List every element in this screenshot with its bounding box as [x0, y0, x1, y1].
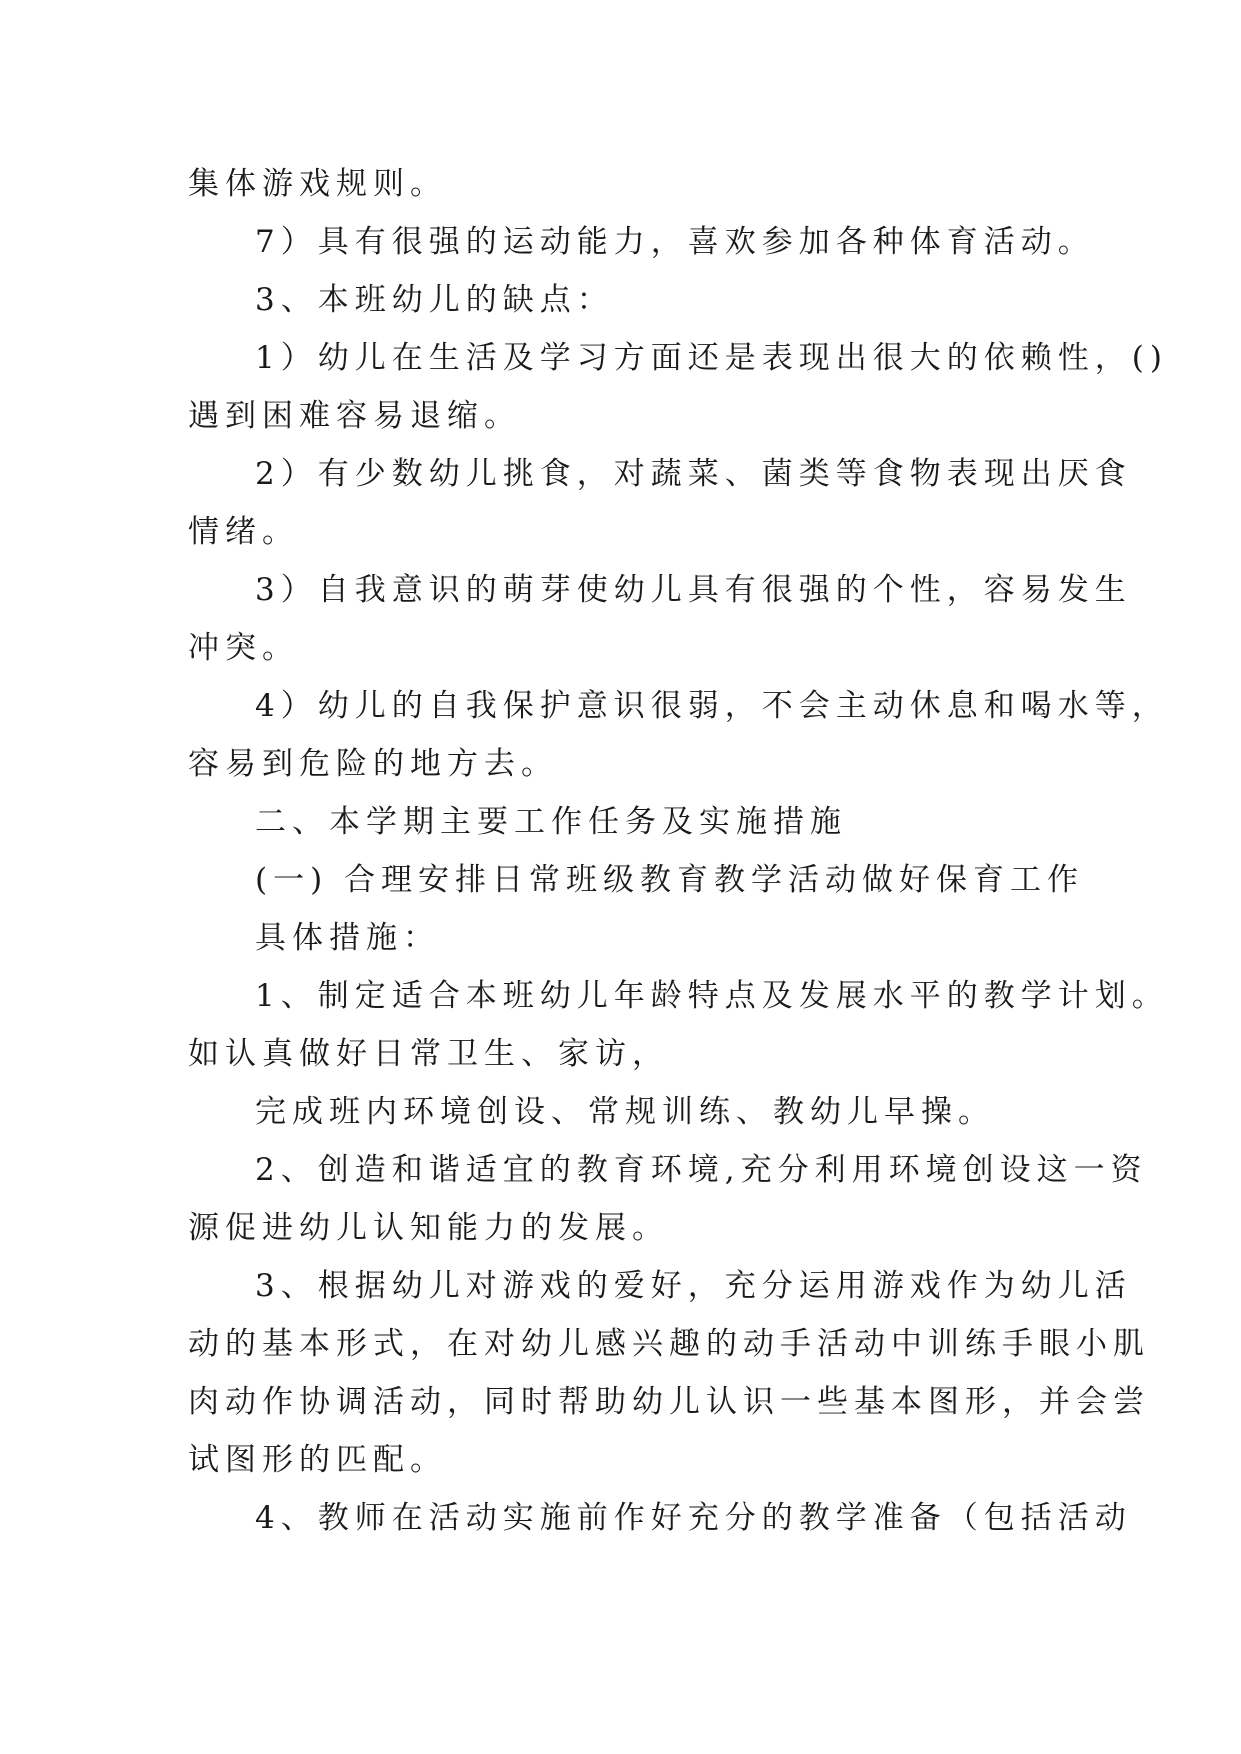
- text-line: 动的基本形式，在对幼儿感兴趣的动手活动中训练手眼小肌: [188, 1326, 1150, 1362]
- text-line: 2、创造和谐适宜的教育环境,充分利用环境创设这一资: [255, 1152, 1148, 1188]
- text-line: 完成班内环境创设、常规训练、教幼儿早操。: [255, 1094, 995, 1130]
- text-line: 1）幼儿在生活及学习方面还是表现出很大的依赖性，(): [255, 340, 1168, 376]
- text-line: 情绪。: [188, 514, 299, 550]
- text-line: 试图形的匹配。: [188, 1442, 447, 1478]
- text-line: 集体游戏规则。: [188, 166, 447, 202]
- text-line: 源促进幼儿认知能力的发展。: [188, 1210, 669, 1246]
- text-line: 4）幼儿的自我保护意识很弱，不会主动休息和喝水等，: [255, 688, 1169, 724]
- text-line: 肉动作协调活动，同时帮助幼儿认识一些基本图形，并会尝: [188, 1384, 1150, 1420]
- section-heading: 二、本学期主要工作任务及实施措施: [255, 804, 847, 840]
- text-line: 如认真做好日常卫生、家访，: [188, 1036, 669, 1072]
- text-line: 遇到困难容易退缩。: [188, 398, 521, 434]
- text-line: 3、本班幼儿的缺点：: [255, 282, 614, 318]
- text-line: 2）有少数幼儿挑食，对蔬菜、菌类等食物表现出厌食: [255, 456, 1132, 492]
- text-line: 容易到危险的地方去。: [188, 746, 558, 782]
- subsection-heading: (一) 合理安排日常班级教育教学活动做好保育工作: [255, 862, 1085, 898]
- text-line: 1、制定适合本班幼儿年龄特点及发展水平的教学计划。: [255, 978, 1169, 1014]
- text-line: 冲突。: [188, 630, 299, 666]
- text-line: 3、根据幼儿对游戏的爱好，充分运用游戏作为幼儿活: [255, 1268, 1132, 1304]
- text-line: 4、教师在活动实施前作好充分的教学准备（包括活动: [255, 1500, 1132, 1536]
- text-line: 7）具有很强的运动能力，喜欢参加各种体育活动。: [255, 224, 1095, 260]
- text-line: 3）自我意识的萌芽使幼儿具有很强的个性，容易发生: [255, 572, 1132, 608]
- text-line: 具体措施：: [255, 920, 440, 956]
